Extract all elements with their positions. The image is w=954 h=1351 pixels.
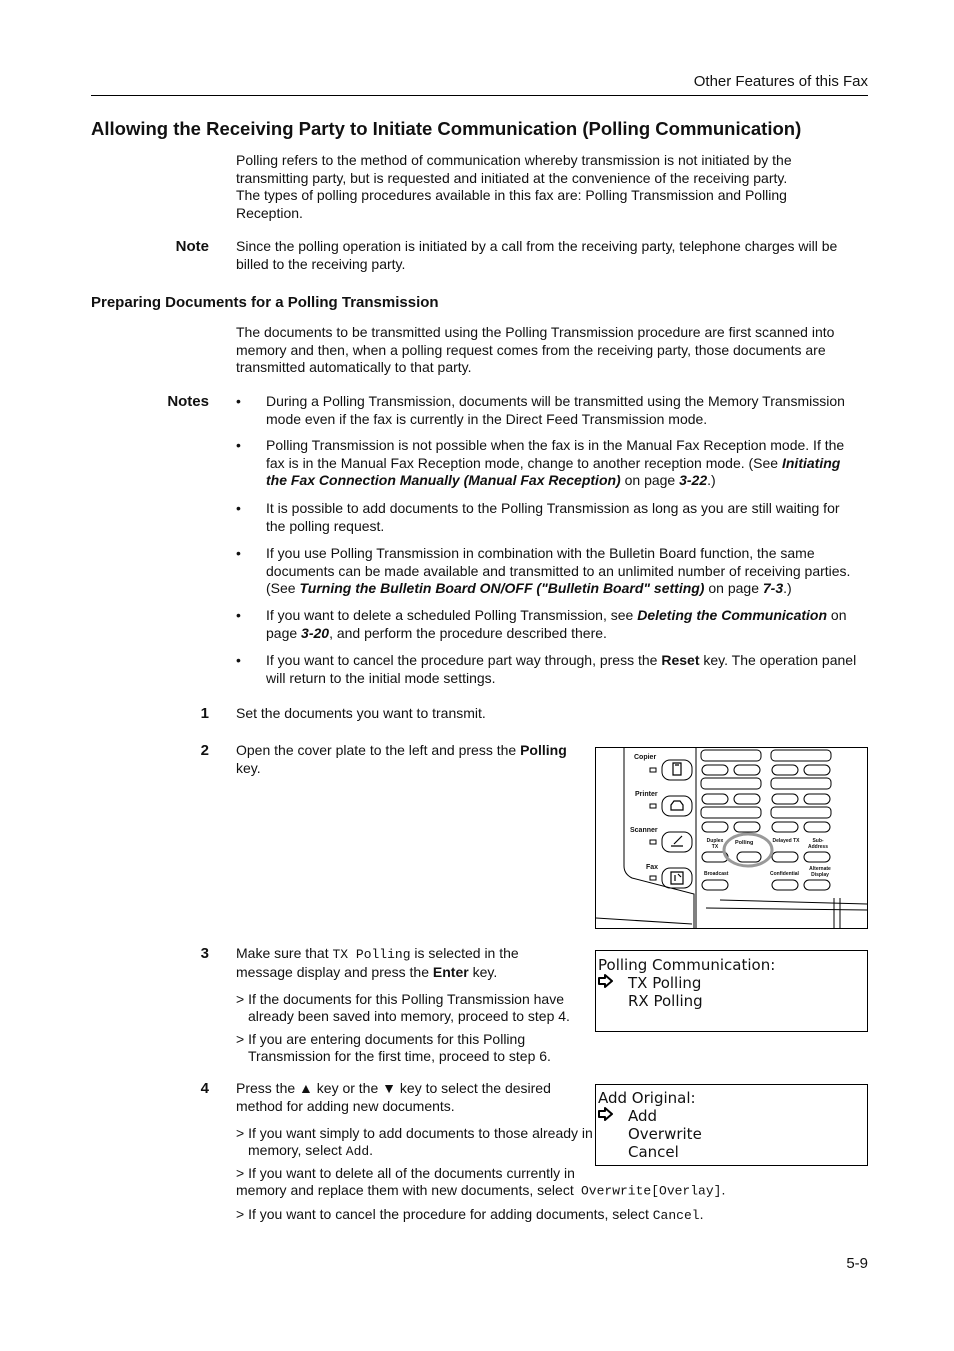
fax-led xyxy=(650,876,656,880)
bullet-item: Polling Transmission is not possible when the fax is in the Manual Fax Reception mode. If the fax is in the Manual Fax Reception mode, change to another reception mode. (See Initiating the Fax Connection Manually (Manual Fax Reception) on page 3-22.) xyxy=(266,437,845,488)
step-text: Set the documents you want to transmit. xyxy=(236,705,486,721)
cursor-arrow-icon xyxy=(598,974,628,992)
cursor-arrow-icon xyxy=(598,1107,628,1125)
polling-key xyxy=(737,852,761,862)
page-number: 5-9 xyxy=(846,1255,868,1272)
intro-paragraph xyxy=(236,152,866,222)
header-rule xyxy=(91,95,868,96)
mode-label-fax: Fax xyxy=(646,864,659,871)
key-label-alternate: Alternate Display xyxy=(809,866,831,878)
prep-paragraph xyxy=(236,324,866,377)
key-label-subaddress: Sub-Address xyxy=(807,838,828,850)
step-substep: > If you want simply to add documents to those already in memory, select Add. xyxy=(236,1125,593,1159)
lcd-item: RX Polling xyxy=(628,992,703,1010)
mode-label-scanner: Scanner xyxy=(630,827,658,834)
step-substep: > If you want to delete all of the documents currently in memory and replace them with new documents, selectOverwrite[Overlay]. xyxy=(236,1165,726,1199)
key-label-duplex: Duplex TX xyxy=(706,838,724,850)
step-number: 4 xyxy=(200,1080,209,1097)
printer-icon xyxy=(671,801,683,810)
page-reference: 7-3 xyxy=(762,580,784,596)
key-name: Enter xyxy=(432,963,469,980)
lcd-item: Cancel xyxy=(628,1143,679,1161)
bullet-glyph: • xyxy=(236,393,241,409)
copier-icon xyxy=(673,763,681,775)
prep-line: memory and then, when a polling request comes from the receiving party, those documents are xyxy=(236,341,826,358)
display-text: Overwrite[Overlay] xyxy=(581,1183,722,1199)
step-number: 3 xyxy=(200,945,209,962)
bullet-glyph: • xyxy=(236,607,241,623)
lcd-title: Polling Communication: xyxy=(598,956,776,974)
note-line: billed to the receiving party. xyxy=(236,255,406,272)
page-reference: 3-22 xyxy=(679,472,708,488)
operation-panel-illustration xyxy=(595,747,868,929)
down-arrow-icon: ▼ xyxy=(382,1080,397,1096)
key-label-broadcast: Broadcast xyxy=(704,871,729,877)
up-arrow-icon: ▲ xyxy=(299,1080,313,1096)
display-text: TX Polling xyxy=(332,947,411,962)
step-number: 2 xyxy=(200,742,209,759)
copier-led xyxy=(650,768,656,772)
cross-reference: Initiating xyxy=(781,454,841,471)
key-name: Reset xyxy=(661,652,700,668)
intro-line: transmitting party, but is requested and initiated at the convenience of the receiving party. xyxy=(236,169,788,186)
note-text xyxy=(236,238,866,273)
bullet-glyph: • xyxy=(236,437,241,453)
step-substep: > If the documents for this Polling Transmission have already been saved into memory, proceed to step 4. xyxy=(236,991,570,1024)
message-display-polling xyxy=(595,950,868,1032)
mode-label-printer: Printer xyxy=(635,791,658,798)
lcd-item: Overwrite xyxy=(628,1125,702,1143)
bullet-item: If you want to delete a scheduled Polling Transmission, see Deleting the Communication on page 3-20, and perform the procedure described there. xyxy=(266,607,847,641)
prep-line: transmitted automatically to that party. xyxy=(236,359,472,375)
key-label-delayed: Delayed TX xyxy=(772,838,800,844)
intro-line: The types of polling procedures available in this fax are: Polling Transmission and Polling xyxy=(236,187,787,203)
prep-line: The documents to be transmitted using the Polling Transmission procedure are first scanned into xyxy=(236,324,835,340)
section-subheading: Preparing Documents for a Polling Transmission xyxy=(91,294,439,311)
notes-label: Notes xyxy=(167,393,209,410)
scanner-led xyxy=(650,840,656,844)
polling-key-highlight xyxy=(724,834,772,866)
cross-reference: Deleting the Communication xyxy=(637,607,828,623)
fax-icon xyxy=(671,872,683,884)
key-label-confidential: Confidential xyxy=(770,871,799,877)
printer-led xyxy=(650,804,656,808)
page-reference: 3-20 xyxy=(301,624,330,641)
step-substep: > If you are entering documents for this Polling Transmission for the first time, proceed to step 6. xyxy=(236,1031,551,1064)
bullet-item: It is possible to add documents to the Polling Transmission as long as you are still waiting for the polling request. xyxy=(266,500,840,534)
bullet-glyph: • xyxy=(236,545,241,561)
panel-outline xyxy=(624,748,694,928)
bullet-item: If you use Polling Transmission in combination with the Bulletin Board function, the same documents can be made available and transmitted to an unlimited number of receiving parties. (See Turning the Bulletin Board ON/OFF ("Bulletin Board" setting) on page 7-3.) xyxy=(266,545,851,596)
bullet-glyph: • xyxy=(236,500,241,516)
mode-label-copier: Copier xyxy=(634,754,657,761)
key-name: Polling xyxy=(520,742,567,758)
step-number: 1 xyxy=(200,705,209,722)
step-text: Open the cover plate to the left and press the Polling key. xyxy=(236,742,567,776)
scanner-icon xyxy=(671,836,683,846)
cross-reference: the Fax Connection Manually (Manual Fax Reception) xyxy=(266,472,621,488)
fax-key xyxy=(662,868,692,888)
note-line: Since the polling operation is initiated by a call from the receiving party, telephone charges will be xyxy=(236,238,838,254)
key-label-polling: Polling xyxy=(735,840,754,846)
bullet-item: During a Polling Transmission, documents will be transmitted using the Memory Transmission mode even if the fax is currently in the Direct Feed Transmission mode. xyxy=(266,393,845,427)
step-text: Press the ▲ key or the ▼ key to select the desired method for adding new documents. xyxy=(236,1080,551,1114)
step-text: Make sure that TX Polling is selected in the message display and press the Enter key. xyxy=(236,945,519,980)
cross-reference: Turning the Bulletin Board ON/OFF ("Bulletin Board" setting) xyxy=(299,580,705,596)
scanner-key xyxy=(662,832,692,852)
step-substep: > If you want to cancel the procedure for adding documents, select Cancel. xyxy=(236,1206,704,1223)
page-title: Allowing the Receiving Party to Initiate Communication (Polling Communication) xyxy=(91,118,802,139)
intro-line: Polling refers to the method of communication whereby transmission is not initiated by the xyxy=(236,152,792,168)
display-text: Cancel xyxy=(652,1208,700,1223)
note-label: Note xyxy=(175,238,209,255)
lcd-item-selected: TX Polling xyxy=(628,974,702,992)
running-header: Other Features of this Fax xyxy=(693,73,868,90)
bullet-item: If you want to cancel the procedure part way through, press the Reset key. The operation panel will return to the initial mode settings. xyxy=(266,652,857,686)
message-display-add-original xyxy=(595,1084,868,1166)
lcd-item-selected: Add xyxy=(628,1107,658,1125)
intro-line: Reception. xyxy=(236,204,303,221)
display-text: Add xyxy=(345,1143,370,1159)
panel-edge xyxy=(720,900,867,904)
printer-key xyxy=(662,796,692,816)
bullet-glyph: • xyxy=(236,652,241,668)
lcd-title: Add Original: xyxy=(598,1089,696,1107)
